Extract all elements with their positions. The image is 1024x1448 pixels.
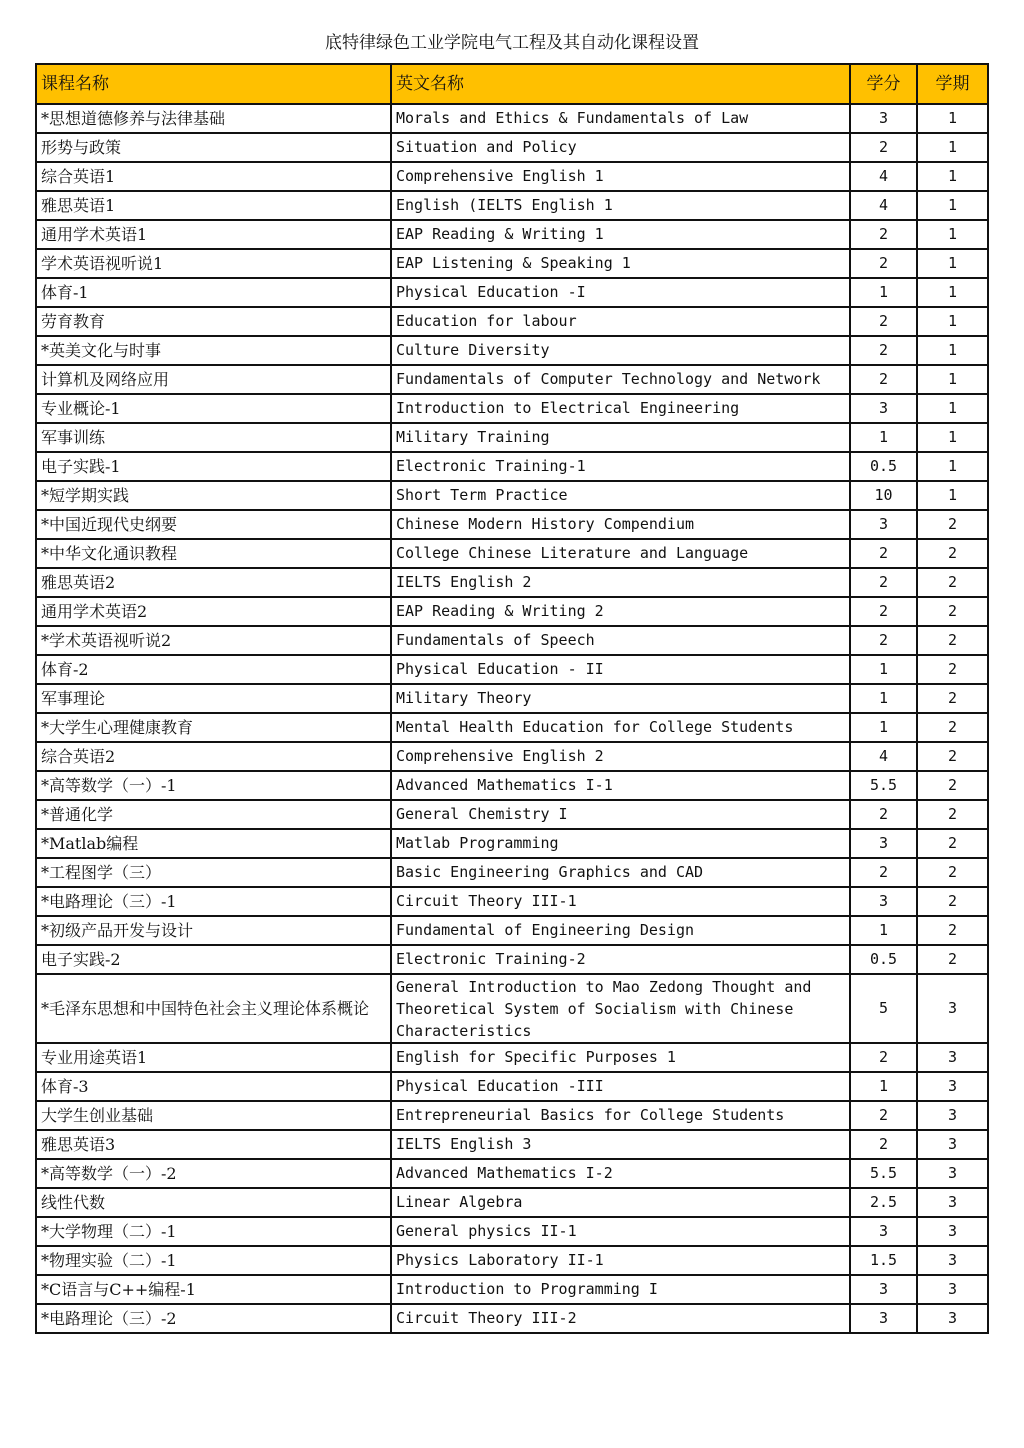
semester-cell: 3 [917,974,988,1043]
header-credits: 学分 [850,64,917,104]
course-name-cell: 体育-2 [36,655,391,684]
credits-cell: 2 [850,1043,917,1072]
table-row [36,597,988,626]
table-row [36,1130,988,1159]
table-row [36,1188,988,1217]
semester-cell: 2 [917,945,988,974]
english-name-cell: Linear Algebra [391,1188,850,1217]
course-name-cell: 电子实践-2 [36,945,391,974]
table-row [36,1159,988,1188]
credits-cell: 3 [850,887,917,916]
credits-cell: 3 [850,1275,917,1304]
semester-cell: 2 [917,800,988,829]
semester-cell: 1 [917,394,988,423]
course-name-cell: *工程图学（三） [36,858,391,887]
english-name-cell: Chinese Modern History Compendium [391,510,850,539]
english-name-cell: Culture Diversity [391,336,850,365]
credits-cell: 1 [850,684,917,713]
credits-cell: 4 [850,162,917,191]
english-name-cell: Physical Education - II [391,655,850,684]
credits-cell: 2 [850,1101,917,1130]
table-row [36,568,988,597]
course-name-cell: *高等数学（一）-2 [36,1159,391,1188]
table-row [36,220,988,249]
credits-cell: 10 [850,481,917,510]
semester-cell: 2 [917,568,988,597]
semester-cell: 3 [917,1304,988,1333]
table-row [36,539,988,568]
course-name-cell: *中国近现代史纲要 [36,510,391,539]
credits-cell: 4 [850,191,917,220]
credits-cell: 4 [850,742,917,771]
semester-cell: 1 [917,162,988,191]
course-name-cell: 雅思英语3 [36,1130,391,1159]
english-name-cell: Morals and Ethics & Fundamentals of Law [391,104,850,133]
semester-cell: 2 [917,655,988,684]
english-name-cell: College Chinese Literature and Language [391,539,850,568]
course-name-cell: 综合英语2 [36,742,391,771]
table-row [36,481,988,510]
english-name-cell: Comprehensive English 1 [391,162,850,191]
course-name-cell: *毛泽东思想和中国特色社会主义理论体系概论 [36,974,391,1043]
course-name-cell: 体育-1 [36,278,391,307]
table-row [36,771,988,800]
course-name-cell: *大学物理（二）-1 [36,1217,391,1246]
table-row [36,423,988,452]
semester-cell: 2 [917,858,988,887]
course-name-cell: *物理实验（二）-1 [36,1246,391,1275]
credits-cell: 0.5 [850,452,917,481]
course-name-cell: *短学期实践 [36,481,391,510]
table-row [36,278,988,307]
english-name-cell: Comprehensive English 2 [391,742,850,771]
course-name-cell: *高等数学（一）-1 [36,771,391,800]
course-name-cell: 劳育教育 [36,307,391,336]
credits-cell: 2 [850,597,917,626]
course-name-cell: *C语言与C++编程-1 [36,1275,391,1304]
semester-cell: 1 [917,133,988,162]
semester-cell: 2 [917,916,988,945]
semester-cell: 3 [917,1072,988,1101]
english-name-cell: General physics II-1 [391,1217,850,1246]
table-row [36,510,988,539]
course-name-cell: 计算机及网络应用 [36,365,391,394]
english-name-cell: Physical Education -I [391,278,850,307]
english-name-cell: Circuit Theory III-1 [391,887,850,916]
page-title: 底特律绿色工业学院电气工程及其自动化课程设置 [325,33,699,53]
english-name-cell: Entrepreneurial Basics for College Students [391,1101,850,1130]
english-name-cell: Basic Engineering Graphics and CAD [391,858,850,887]
semester-cell: 2 [917,887,988,916]
course-name-cell: 大学生创业基础 [36,1101,391,1130]
english-name-cell: EAP Reading & Writing 2 [391,597,850,626]
english-name-cell: Mental Health Education for College Students [391,713,850,742]
table-row [36,684,988,713]
english-name-cell: EAP Reading & Writing 1 [391,220,850,249]
credits-cell: 2 [850,539,917,568]
course-name-cell: *电路理论（三）-1 [36,887,391,916]
table-row [36,1217,988,1246]
semester-cell: 1 [917,220,988,249]
course-name-cell: 通用学术英语2 [36,597,391,626]
semester-cell: 3 [917,1217,988,1246]
semester-cell: 2 [917,539,988,568]
course-name-cell: *中华文化通识教程 [36,539,391,568]
english-name-cell: IELTS English 2 [391,568,850,597]
english-name-cell: Military Theory [391,684,850,713]
credits-cell: 3 [850,394,917,423]
semester-cell: 3 [917,1159,988,1188]
table-row [36,713,988,742]
table-row [36,336,988,365]
header-course-name: 课程名称 [36,64,391,104]
semester-cell: 1 [917,336,988,365]
course-name-cell: *普通化学 [36,800,391,829]
english-name-cell: Short Term Practice [391,481,850,510]
credits-cell: 1 [850,1072,917,1101]
credits-cell: 1 [850,713,917,742]
english-name-cell: Introduction to Electrical Engineering [391,394,850,423]
table-row [36,191,988,220]
table-row [36,249,988,278]
course-name-cell: 体育-3 [36,1072,391,1101]
english-name-cell: EAP Listening & Speaking 1 [391,249,850,278]
credits-cell: 2 [850,800,917,829]
table-row [36,365,988,394]
table-row [36,1043,988,1072]
english-name-cell: Advanced Mathematics I-1 [391,771,850,800]
course-name-cell: 形势与政策 [36,133,391,162]
table-row [36,945,988,974]
credits-cell: 1 [850,916,917,945]
semester-cell: 3 [917,1130,988,1159]
semester-cell: 1 [917,249,988,278]
course-name-cell: *电路理论（三）-2 [36,1304,391,1333]
semester-cell: 3 [917,1246,988,1275]
table-row [36,133,988,162]
header-semester: 学期 [917,64,988,104]
table-row [36,916,988,945]
table-row [36,1275,988,1304]
course-name-cell: 专业用途英语1 [36,1043,391,1072]
credits-cell: 1.5 [850,1246,917,1275]
table-row [36,1101,988,1130]
table-row [36,104,988,133]
english-name-cell: English (IELTS English 1 [391,191,850,220]
header-english-name: 英文名称 [391,64,850,104]
english-name-cell: Electronic Training-2 [391,945,850,974]
credits-cell: 2 [850,220,917,249]
course-name-cell: *英美文化与时事 [36,336,391,365]
course-name-cell: *大学生心理健康教育 [36,713,391,742]
credits-cell: 1 [850,278,917,307]
semester-cell: 3 [917,1043,988,1072]
course-table [35,63,989,1334]
english-name-cell: Advanced Mathematics I-2 [391,1159,850,1188]
credits-cell: 2 [850,336,917,365]
english-name-cell: IELTS English 3 [391,1130,850,1159]
course-name-cell: 军事训练 [36,423,391,452]
semester-cell: 2 [917,684,988,713]
semester-cell: 3 [917,1101,988,1130]
credits-cell: 5 [850,974,917,1043]
credits-cell: 2 [850,626,917,655]
semester-cell: 3 [917,1275,988,1304]
english-name-cell: Circuit Theory III-2 [391,1304,850,1333]
semester-cell: 2 [917,597,988,626]
semester-cell: 1 [917,307,988,336]
credits-cell: 2.5 [850,1188,917,1217]
semester-cell: 2 [917,742,988,771]
english-name-cell: Situation and Policy [391,133,850,162]
english-name-cell: Fundamentals of Speech [391,626,850,655]
credits-cell: 3 [850,510,917,539]
credits-cell: 0.5 [850,945,917,974]
semester-cell: 1 [917,104,988,133]
table-row [36,394,988,423]
table-header-row [36,64,988,104]
english-name-cell: Electronic Training-1 [391,452,850,481]
table-row [36,1304,988,1333]
semester-cell: 1 [917,481,988,510]
english-name-cell: General Chemistry I [391,800,850,829]
table-row [36,655,988,684]
credits-cell: 2 [850,133,917,162]
credits-cell: 3 [850,829,917,858]
credits-cell: 5.5 [850,1159,917,1188]
table-row [36,858,988,887]
course-name-cell: *Matlab编程 [36,829,391,858]
semester-cell: 2 [917,713,988,742]
table-row [36,626,988,655]
credits-cell: 1 [850,655,917,684]
english-name-cell: Military Training [391,423,850,452]
semester-cell: 1 [917,191,988,220]
course-name-cell: 雅思英语1 [36,191,391,220]
english-name-cell: Physical Education -III [391,1072,850,1101]
semester-cell: 2 [917,510,988,539]
table-row [36,1246,988,1275]
semester-cell: 1 [917,365,988,394]
credits-cell: 2 [850,249,917,278]
credits-cell: 2 [850,568,917,597]
course-name-cell: *初级产品开发与设计 [36,916,391,945]
semester-cell: 2 [917,829,988,858]
course-name-cell: 电子实践-1 [36,452,391,481]
credits-cell: 2 [850,858,917,887]
table-row [36,162,988,191]
semester-cell: 2 [917,771,988,800]
course-name-cell: 线性代数 [36,1188,391,1217]
course-name-cell: 学术英语视听说1 [36,249,391,278]
english-name-cell: Education for labour [391,307,850,336]
credits-cell: 3 [850,104,917,133]
course-name-cell: *学术英语视听说2 [36,626,391,655]
course-name-cell: 雅思英语2 [36,568,391,597]
table-row [36,974,988,1043]
english-name-cell: Matlab Programming [391,829,850,858]
table-row [36,887,988,916]
course-name-cell: *思想道德修养与法律基础 [36,104,391,133]
table-row [36,452,988,481]
english-name-cell: Fundamental of Engineering Design [391,916,850,945]
semester-cell: 1 [917,452,988,481]
semester-cell: 1 [917,423,988,452]
course-name-cell: 通用学术英语1 [36,220,391,249]
english-name-cell: Physics Laboratory II-1 [391,1246,850,1275]
credits-cell: 3 [850,1304,917,1333]
credits-cell: 2 [850,1130,917,1159]
table-body [36,104,988,1333]
english-name-cell: Fundamentals of Computer Technology and Network [391,365,850,394]
credits-cell: 5.5 [850,771,917,800]
semester-cell: 3 [917,1188,988,1217]
credits-cell: 1 [850,423,917,452]
semester-cell: 2 [917,626,988,655]
semester-cell: 1 [917,278,988,307]
table-row [36,829,988,858]
english-name-cell: English for Specific Purposes 1 [391,1043,850,1072]
credits-cell: 3 [850,1217,917,1246]
table-row [36,307,988,336]
english-name-cell: General Introduction to Mao Zedong Thought and Theoretical System of Socialism with Chinese Characteristics [391,974,850,1043]
course-name-cell: 军事理论 [36,684,391,713]
table-row [36,742,988,771]
credits-cell: 2 [850,307,917,336]
credits-cell: 2 [850,365,917,394]
english-name-cell: Introduction to Programming I [391,1275,850,1304]
course-name-cell: 综合英语1 [36,162,391,191]
course-name-cell: 专业概论-1 [36,394,391,423]
table-row [36,800,988,829]
table-row [36,1072,988,1101]
